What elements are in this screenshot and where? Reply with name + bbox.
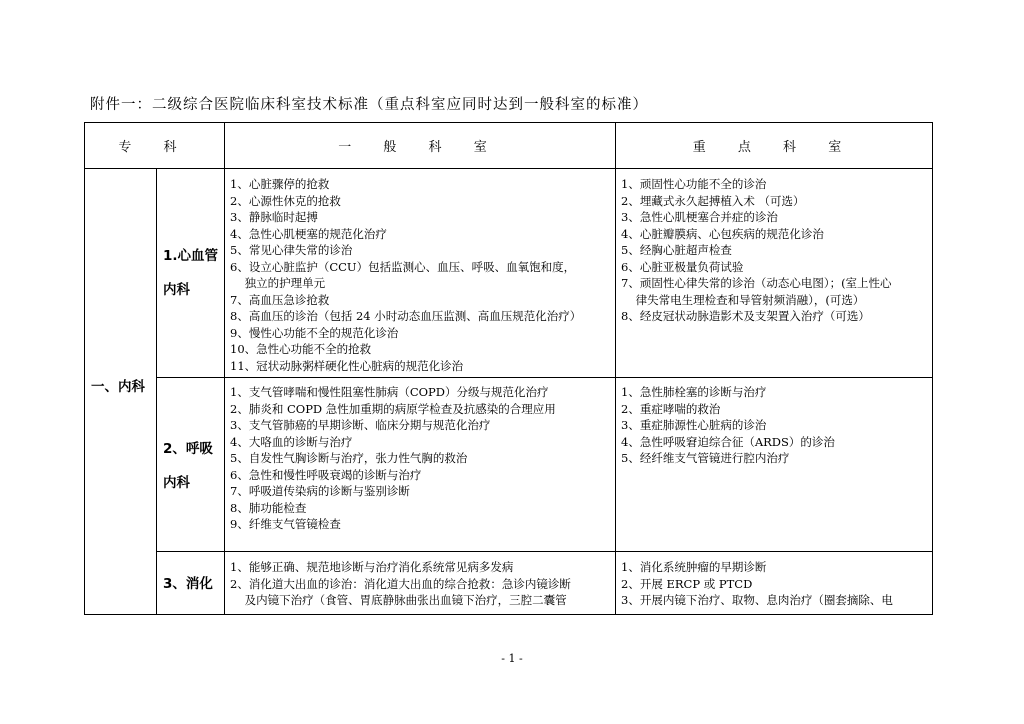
list-item: 5、常见心律失常的诊治 (230, 243, 353, 257)
col-divider-specialty (224, 123, 225, 614)
section-name-line: 2、呼吸 (163, 441, 213, 457)
list-item: 1、急性肺栓塞的诊断与治疗 (621, 385, 767, 399)
list-item: 5、经纤维支气管镜进行腔内治疗 (621, 451, 790, 465)
header-general: 一 般 科 室 (338, 140, 501, 155)
list-item: 2、肺炎和 COPD 急性加重期的病原学检查及抗感染的合理应用 (230, 401, 556, 416)
list-item: 8、高血压的诊治（包括 24 小时动态血压监测、高血压规范化治疗） (230, 309, 582, 323)
document-title: 附件一：二级综合医院临床科室技术标准（重点科室应同时达到一般科室的标准） (90, 97, 648, 113)
list-item: 11、冠状动脉粥样硬化性心脏病的规范化诊治 (230, 358, 464, 373)
list-item: 3、静脉临时起搏 (230, 210, 318, 224)
list-item: 4、大咯血的诊断与治疗 (230, 434, 353, 449)
list-item: 9、慢性心功能不全的规范化诊治 (230, 325, 399, 340)
list-item: 6、设立心脏监护（CCU）包括监测心、血压、呼吸、血氧饱和度， (230, 259, 576, 274)
list-item: 7、顽固性心律失常的诊治（动态心电图）；(室上性心 (621, 276, 892, 290)
list-item: 6、心脏亚极量负荷试验 (621, 259, 744, 274)
list-item: 2、开展 ERCP 或 PTCD (621, 576, 753, 591)
standards-table (84, 122, 933, 615)
list-item: 10、急性心功能不全的抢救 (230, 342, 372, 356)
row-divider-1 (156, 377, 932, 378)
list-item: 4、急性心肌梗塞的规范化治疗 (230, 226, 387, 241)
list-item: 2、心源性休克的抢救 (230, 193, 341, 208)
list-item: 4、心脏瓣膜病、心包疾病的规范化诊治 (621, 226, 824, 241)
list-item: 7、呼吸道传染病的诊断与鉴别诊断 (230, 484, 410, 498)
list-item: 及内镜下治疗（食管、胃底静脉曲张出血镜下治疗，三腔二囊管 (230, 593, 567, 607)
page-number: - 1 - (501, 652, 523, 665)
section-respiratory-general (230, 384, 612, 533)
list-item: 2、消化道大出血的诊治：消化道大出血的综合抢救：急诊内镜诊断 (230, 576, 571, 591)
list-item: 3、支气管肺癌的早期诊断、临床分期与规范化治疗 (230, 418, 491, 432)
list-item: 2、重症哮喘的救治 (621, 401, 721, 416)
header-divider (85, 168, 932, 169)
list-item: 8、肺功能检查 (230, 500, 307, 515)
section-respiratory-key (621, 384, 931, 467)
section-name-line: 内科 (163, 475, 190, 491)
list-item: 3、开展内镜下治疗、取物、息肉治疗（圈套摘除、电 (621, 593, 893, 607)
header-key: 重 点 科 室 (692, 140, 856, 155)
list-item: 4、急性呼吸窘迫综合征（ARDS）的诊治 (621, 434, 835, 449)
list-item: 律失常电生理检查和导管射频消融），(可选） (621, 292, 865, 307)
section-digestive-key (621, 559, 931, 609)
list-item: 1、心脏骤停的抢救 (230, 177, 330, 191)
section-respiratory-name (163, 432, 223, 500)
list-item: 1、支气管哮喘和慢性阻塞性肺病（COPD）分级与规范化治疗 (230, 385, 549, 399)
row-divider-2 (156, 551, 932, 552)
list-item: 7、高血压急诊抢救 (230, 292, 330, 307)
section-cardiology-general (230, 176, 612, 374)
list-item: 3、重症肺源性心脏病的诊治 (621, 418, 767, 432)
list-item: 3、急性心肌梗塞合并症的诊治 (621, 210, 778, 224)
list-item: 独立的护理单元 (230, 276, 326, 290)
category-internal-medicine: 一、内科 (91, 379, 145, 395)
col-divider-key (615, 123, 616, 614)
list-item: 1、能够正确、规范地诊断与治疗消化系统常见病多发病 (230, 560, 514, 574)
section-name-line: 3、消化 (163, 576, 213, 592)
section-name-line: 1.心血管 (163, 248, 219, 264)
list-item: 9、纤维支气管镜检查 (230, 517, 341, 531)
list-item: 1、顽固性心功能不全的诊治 (621, 177, 767, 191)
section-digestive-general (230, 559, 612, 609)
section-name-line: 内科 (163, 282, 190, 298)
list-item: 8、经皮冠状动脉造影术及支架置入治疗（可选） (621, 309, 870, 323)
list-item: 5、自发性气胸诊断与治疗，张力性气胸的救治 (230, 451, 468, 465)
header-specialty: 专 科 (118, 140, 191, 155)
list-item: 2、埋藏式永久起搏植入术 （可选） (621, 193, 805, 208)
section-digestive-name (163, 567, 223, 601)
section-cardiology-key (621, 176, 931, 325)
list-item: 5、经胸心脏超声检查 (621, 243, 732, 257)
list-item: 6、急性和慢性呼吸衰竭的诊断与治疗 (230, 467, 422, 482)
list-item: 1、消化系统肿瘤的早期诊断 (621, 560, 767, 574)
section-cardiology-name (163, 239, 223, 307)
